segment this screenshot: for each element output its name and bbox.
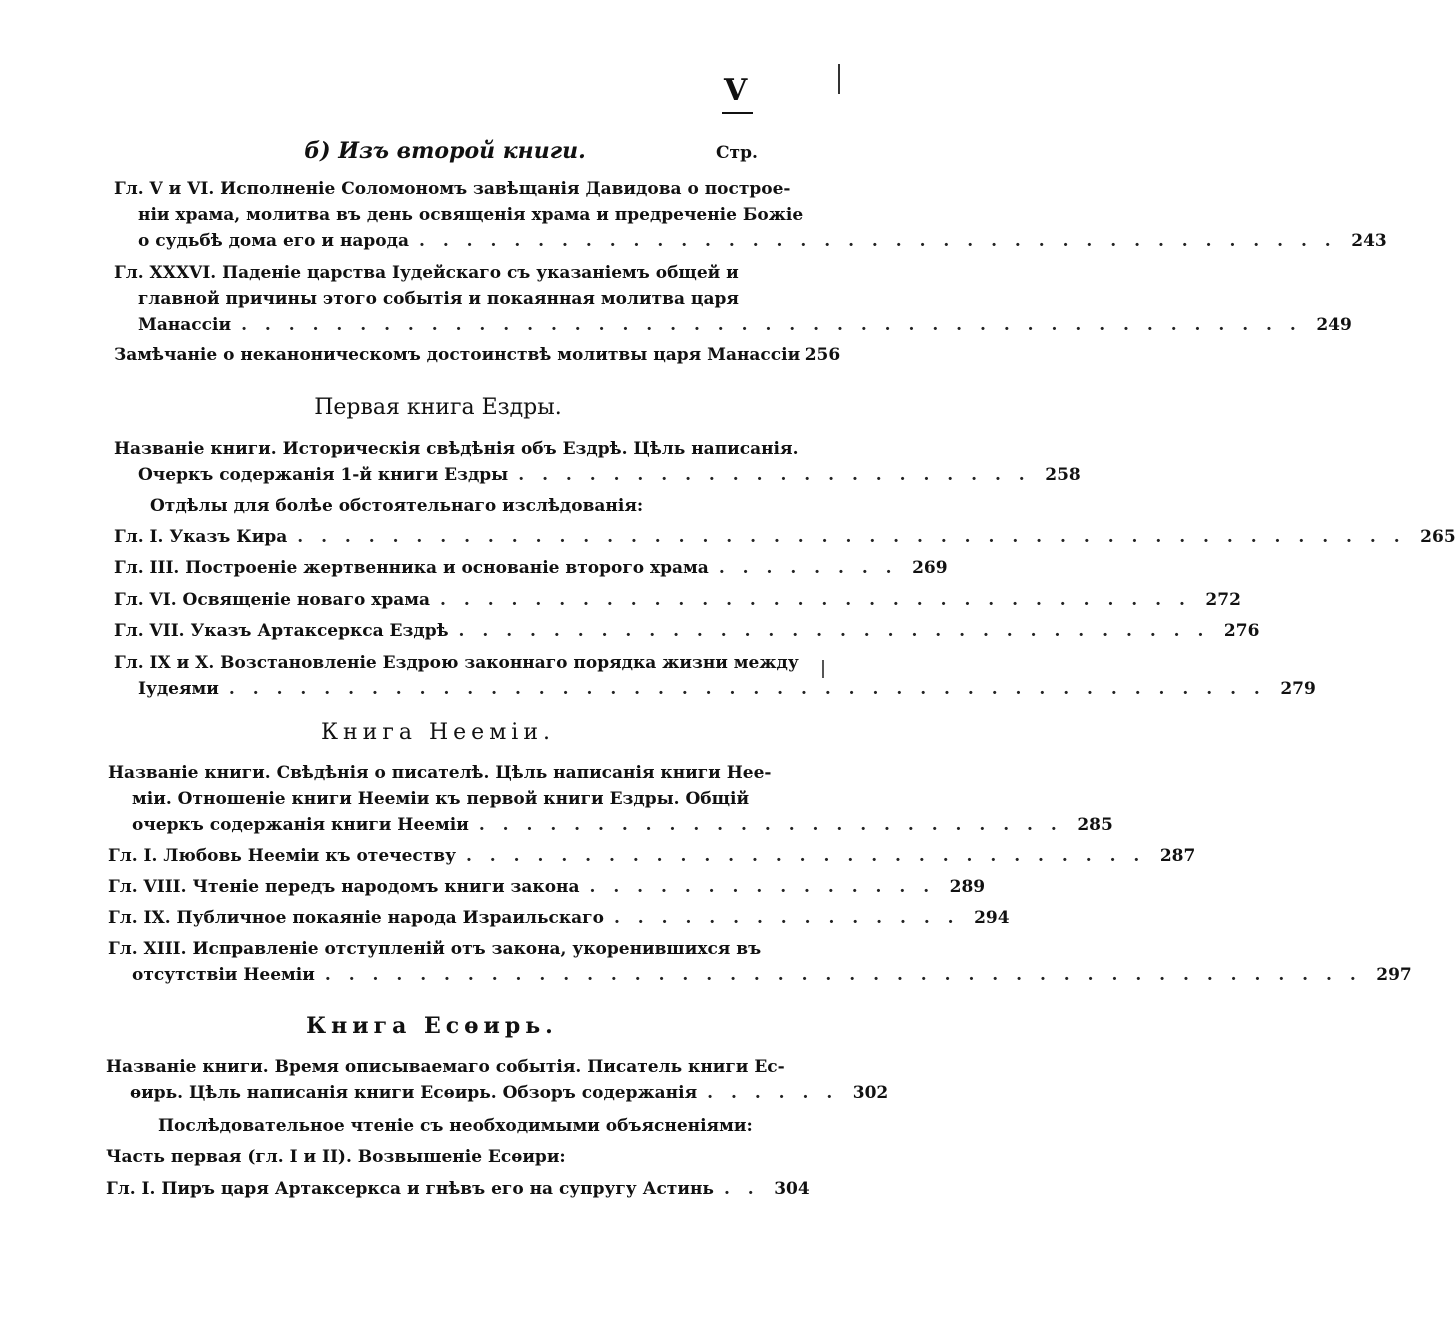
page-number: V xyxy=(722,74,753,114)
leader-dots: . . . . . . . . xyxy=(718,558,898,578)
toc-entry xyxy=(114,342,841,368)
toc-entry-line: Гл. XXXVI. Паденіе царства Іудейскаго съ указаніемъ общей и xyxy=(114,263,739,283)
leader-dots: . . . . . . . . . . . . . . . . . . . . . . . . . . . . . . . . . . . . . . . . . . . . . xyxy=(241,315,1302,335)
toc-entry-last-line xyxy=(114,342,841,368)
leader-dots: . . xyxy=(723,1179,760,1199)
toc-entry-text: Замѣчаніе о неканоническомъ достоинствѣ молитвы царя Манассіи xyxy=(114,345,801,365)
page-column-label: Стр. xyxy=(716,143,758,163)
toc-entry-text: Очеркъ содержанія 1-й книги Ездры xyxy=(138,465,509,485)
toc-entry-text: Гл. VII. Указъ Артаксеркса Ездрѣ xyxy=(114,621,449,641)
leader-dots: . . . . . . . . . . . . . . . . . . . . . . . . . . . . . . . . . . . . . . . xyxy=(419,231,1337,251)
toc-entry-last-line xyxy=(106,1080,889,1106)
toc-entry-line: Гл. XIII. Исправленіе отступленій отъ закона, укоренившихся въ xyxy=(108,939,762,959)
toc-entry-text: ѳирь. Цѣль написанія книги Есѳирь. Обзоръ содержанія xyxy=(130,1083,698,1103)
toc-entry-last-line xyxy=(108,874,986,900)
toc-entry-text: Гл. VI. Освященіе новаго храма xyxy=(114,590,431,610)
toc-page-number: 265 xyxy=(1420,527,1456,547)
toc-page-number: 294 xyxy=(974,908,1010,928)
toc-entry xyxy=(106,1176,810,1202)
toc-entry-last-line xyxy=(114,676,1316,702)
toc-entry-last-line xyxy=(114,312,1352,338)
toc-entry-text: Гл. VIII. Чтеніе передъ народомъ книги закона xyxy=(108,877,580,897)
leader-dots: . . . . . . . . . . . . . . . . . . . . . . . . . . . . . . . . . . . . . . . . . . . . xyxy=(228,679,1266,699)
leader-dots: . . . . . . . . . . . . . . . xyxy=(613,908,960,928)
toc-entry-last-line xyxy=(108,812,1113,838)
toc-entry-line: Гл. IX и X. Возстановленіе Ездрою законнаго порядка жизни между xyxy=(114,653,799,673)
section-heading-nehemiah: Книга Неемiи. xyxy=(320,720,556,745)
leader-dots: . . . . . . . . . . . . . . . . . . . . . . xyxy=(518,465,1031,485)
toc-entry-text: Манассіи xyxy=(138,315,232,335)
toc-entry-line: Названіе книги. Историческія свѣдѣнія объ Ездрѣ. Цѣль написанія. xyxy=(114,439,799,459)
toc-entry xyxy=(108,936,1412,988)
toc-entry-last-line xyxy=(108,905,1010,931)
toc-entry-text: Гл. III. Построеніе жертвенника и основаніе второго храма xyxy=(114,558,709,578)
toc-entry xyxy=(108,760,1113,838)
toc-page-number: 272 xyxy=(1205,590,1241,610)
toc-entry-last-line xyxy=(108,843,1196,869)
toc-entry-last-line xyxy=(108,962,1412,988)
toc-entry xyxy=(114,650,1316,702)
leader-dots: . . . . . . . . . . . . . . . . . . . . . . . . . xyxy=(478,815,1063,835)
toc-entry xyxy=(114,555,948,581)
toc-entry-line: Названіе книги. Время описываемаго событія. Писатель книги Ес- xyxy=(106,1057,785,1077)
toc-entry-text: Гл. I. Указъ Кира xyxy=(114,527,288,547)
toc-entry-last-line xyxy=(114,228,1387,254)
leader-dots: . . . . . . . . . . . . . . . . . . . . . . . . . . . . . . . . xyxy=(458,621,1210,641)
toc-entry xyxy=(114,524,1456,550)
toc-entry-line: міи. Отношеніе книги Неемiи къ первой книги Ездры. Общій xyxy=(132,789,750,809)
toc-entry-text: Гл. I. Пиръ царя Артаксеркса и гнѣвъ его на супругу Астинь xyxy=(106,1179,714,1199)
toc-entry-line: главной причины этого событія и покаянная молитва царя xyxy=(138,289,739,309)
toc-entry-last-line xyxy=(114,462,1081,488)
toc-entry-text: Іудеями xyxy=(138,679,219,699)
leader-dots: . . . . . . . . . . . . . . . . . . . . . . . . . . . . . . . . xyxy=(440,590,1191,610)
toc-page-number: 276 xyxy=(1223,621,1260,641)
toc-page-number: 258 xyxy=(1045,465,1081,485)
toc-page-number: 243 xyxy=(1351,231,1387,251)
toc-page-number: 279 xyxy=(1280,679,1316,699)
leader-dots: . . . . . . xyxy=(707,1083,839,1103)
section-b-heading: б) Изъ второй книги. xyxy=(304,138,586,164)
leader-dots: . . . . . . . . . . . . . . . . . . . . . . . . . . . . . . . . . . . . . . . . . . . . . . . xyxy=(297,527,1406,547)
leader-dots: . . . . . . . . . . . . . . . xyxy=(589,877,936,897)
toc-page-number: 304 xyxy=(774,1179,810,1199)
toc-entry xyxy=(114,176,1387,254)
margin-mark xyxy=(838,64,840,94)
toc-entry-text: отсутствіи Неемiи xyxy=(132,965,315,985)
toc-page-number: 269 xyxy=(912,558,948,578)
toc-entry-last-line xyxy=(114,524,1456,550)
toc-page-number: 256 xyxy=(804,345,841,365)
toc-entry-line: ніи храма, молитва въ день освященія храма и предреченіе Божіе xyxy=(138,205,804,225)
toc-entry xyxy=(106,1054,889,1106)
section-heading-esther: Книга Есѳирь. xyxy=(306,1013,558,1039)
toc-page-number: 297 xyxy=(1376,965,1412,985)
toc-entry xyxy=(108,843,1196,869)
toc-page-number: 289 xyxy=(949,877,986,897)
toc-entry xyxy=(114,618,1260,644)
section-heading-ezra: Первая книга Ездры. xyxy=(314,395,562,420)
toc-entry xyxy=(114,587,1241,613)
toc-entry-text: Гл. IX. Публичное покаяніе народа Израильскаго xyxy=(108,908,604,928)
toc-entry-line: Гл. V и VI. Исполненіе Соломономъ завѣщанія Давидова о построе- xyxy=(114,179,791,199)
toc-entry-text: Гл. I. Любовь Неемiи къ отечеству xyxy=(108,846,456,866)
leader-dots: . . . . . . . . . . . . . . . . . . . . . . . . . . . . . xyxy=(465,846,1146,866)
leader-dots: . . . . . . . . . . . . . . . . . . . . . . . . . . . . . . . . . . . . . . . . . . . . xyxy=(324,965,1362,985)
toc-page-number: 302 xyxy=(852,1083,889,1103)
toc-entry xyxy=(114,260,1352,338)
subsection-heading: Отдѣлы для болѣе обстоятельнаго изслѣдованія: xyxy=(150,496,644,516)
toc-page-number: 285 xyxy=(1077,815,1113,835)
toc-entry-last-line xyxy=(114,587,1241,613)
toc-entry xyxy=(108,874,986,900)
toc-entry-text: о судьбѣ дома его и народа xyxy=(138,231,409,251)
toc-page-number: 287 xyxy=(1159,846,1196,866)
toc-entry-text: очеркъ содержанія книги Неемiи xyxy=(132,815,469,835)
toc-entry xyxy=(114,436,1081,488)
toc-entry xyxy=(108,905,1010,931)
toc-entry-last-line xyxy=(114,555,948,581)
toc-entry-last-line xyxy=(106,1176,810,1202)
part-heading: Часть первая (гл. I и II). Возвышеніе Есѳири: xyxy=(106,1147,566,1167)
toc-entry-line: Названіе книги. Свѣдѣнія о писателѣ. Цѣль написанія книги Нее- xyxy=(108,763,772,783)
toc-page-number: 249 xyxy=(1316,315,1352,335)
subsection-heading: Послѣдовательное чтеніе съ необходимыми объясненіями: xyxy=(158,1116,753,1136)
toc-entry-last-line xyxy=(114,618,1260,644)
